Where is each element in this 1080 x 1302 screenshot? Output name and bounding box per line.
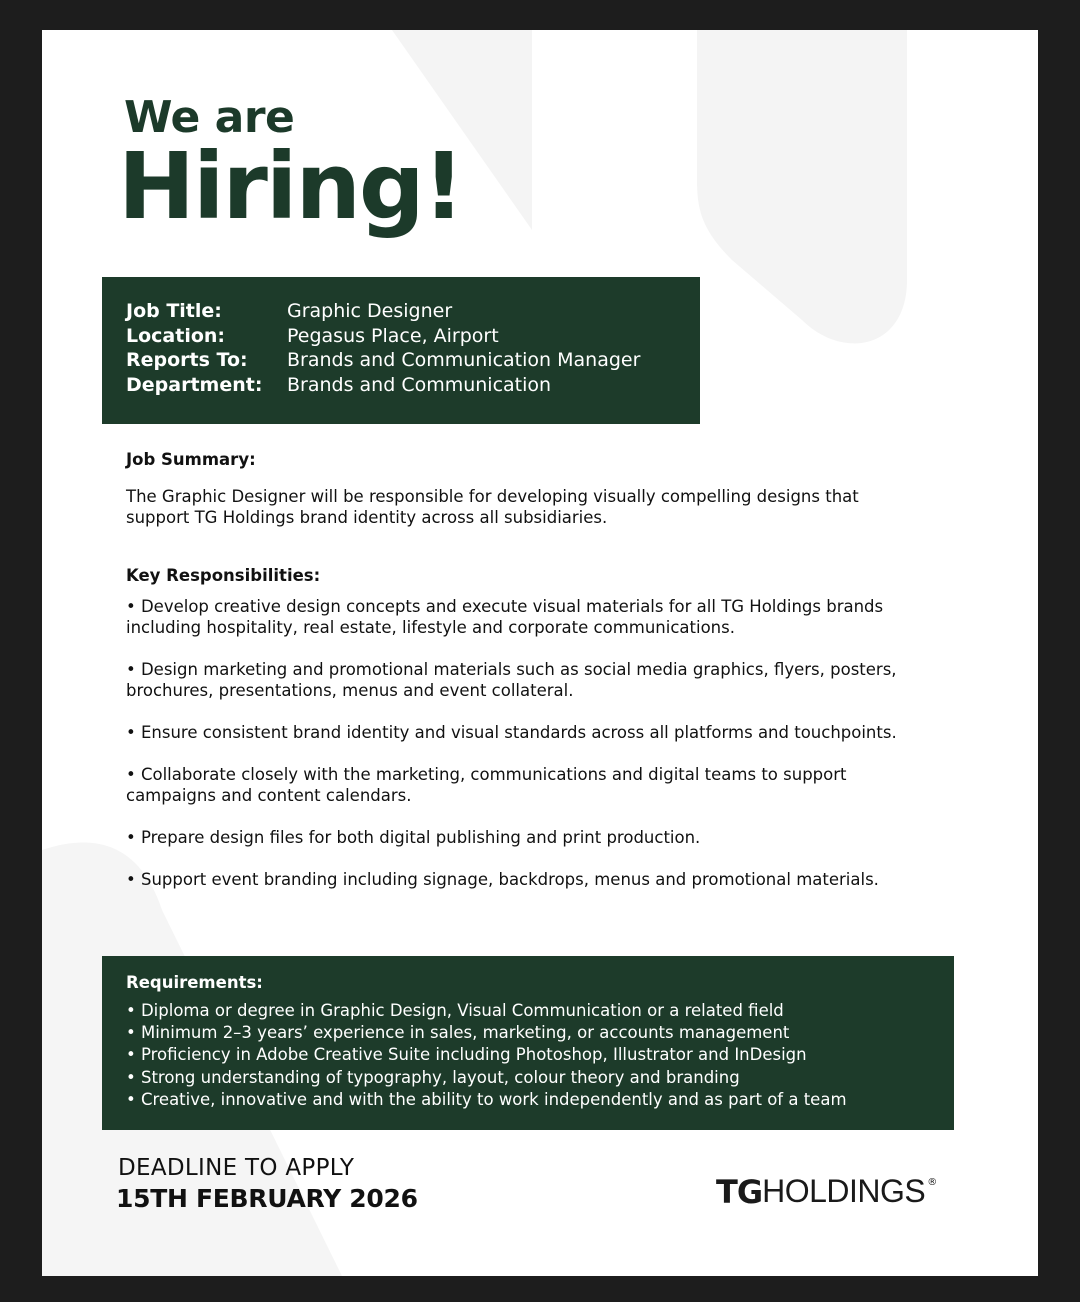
logo-holdings: HOLDINGS	[762, 1173, 926, 1209]
list-item: • Minimum 2–3 years’ experience in sales, marketing, or accounts management	[126, 1023, 790, 1043]
job-info-row	[126, 373, 700, 398]
department-label: Department:	[126, 373, 263, 396]
location-value: Pegasus Place, Airport	[287, 324, 499, 347]
location-label: Location:	[126, 324, 226, 347]
requirements-title: Requirements:	[126, 973, 263, 992]
deadline-label: DEADLINE TO APPLY	[118, 1155, 355, 1181]
list-item: • Support event branding including signage, backdrops, menus and promotional materials.	[126, 870, 879, 889]
job-summary-text: The Graphic Designer will be responsible for developing visually compelling designs that support TG Holdings brand identity across all subsidiaries.	[126, 487, 859, 527]
list-item: • Diploma or degree in Graphic Design, Visual Communication or a related field	[126, 1001, 784, 1020]
department-value: Brands and Communication	[287, 373, 552, 396]
list-item: • Collaborate closely with the marketing, communications and digital teams to support campaigns and content calendars.	[126, 765, 847, 805]
list-item: • Ensure consistent brand identity and visual standards across all platforms and touchpoints.	[126, 723, 897, 742]
list-item: • Develop creative design concepts and execute visual materials for all TG Holdings brands including hospitality, real estate, lifestyle and corporate communications.	[126, 597, 884, 637]
job-title-value: Graphic Designer	[287, 300, 453, 322]
job-info-row	[126, 299, 700, 324]
job-info-row	[126, 348, 700, 373]
headline-we-are: We are	[124, 92, 295, 143]
job-info-row	[126, 324, 700, 349]
list-item: • Proficiency in Adobe Creative Suite including Photoshop, Illustrator and InDesign	[126, 1045, 807, 1065]
job-title-label: Job Title:	[126, 300, 222, 322]
key-responsibilities-title: Key Responsibilities:	[126, 566, 321, 585]
job-info-box	[102, 277, 700, 424]
requirements-box	[102, 956, 954, 1130]
hiring-poster	[42, 30, 1038, 1276]
job-summary-title: Job Summary:	[126, 450, 256, 469]
responsibilities-list	[126, 596, 926, 911]
reports-to-label: Reports To:	[126, 349, 248, 371]
deadline-date: 15TH FEBRUARY 2026	[116, 1184, 418, 1213]
registered-mark: ®	[927, 1177, 938, 1188]
list-item: • Strong understanding of typography, layout, colour theory and branding	[126, 1067, 740, 1087]
list-item: • Prepare design files for both digital publishing and print production.	[126, 828, 701, 847]
logo-tg: TG	[716, 1173, 763, 1211]
reports-to-value: Brands and Communication Manager	[287, 349, 641, 371]
headline-hiring: Hiring!	[118, 133, 463, 240]
list-item: • Design marketing and promotional materials such as social media graphics, flyers, posters, brochures, presentations, menus and event collateral.	[126, 660, 897, 700]
list-item: • Creative, innovative and with the ability to work independently and as part of a team	[126, 1089, 847, 1109]
tg-holdings-logo	[716, 1173, 937, 1211]
